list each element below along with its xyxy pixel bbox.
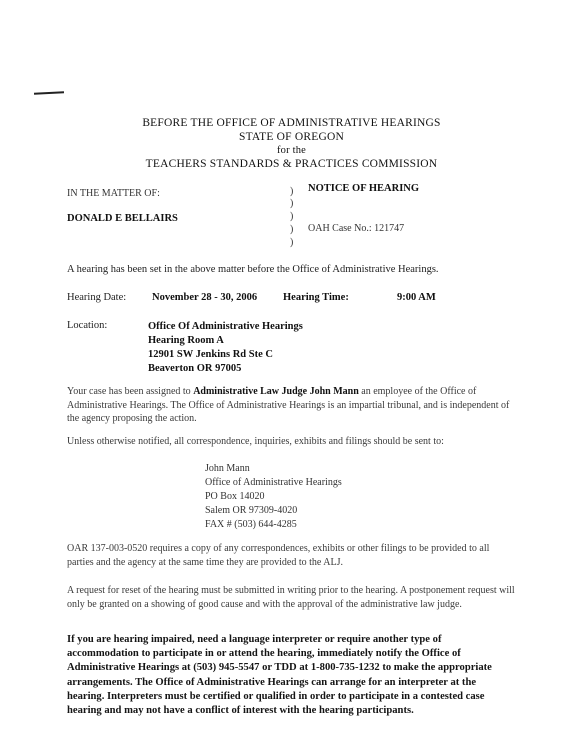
case-number-line [308, 223, 404, 234]
correspondence-intro: Unless otherwise notified, all correspondence, inquiries, exhibits and filings should be sent to: [67, 436, 444, 447]
assignment-pre: Your case has been assigned to [67, 386, 194, 397]
location-street: 12901 SW Jenkins Rd Ste C [148, 349, 273, 360]
oar-paragraph: OAR 137-003-0520 requires a copy of any correspondences, exhibits or other filings to be provided to all parties and the agency at the same time they are provided to the ALJ. [67, 543, 490, 568]
hearing-time-value: 9:00 AM [397, 292, 436, 303]
caption-paren: ) [290, 211, 294, 222]
matter-label: IN THE MATTER OF: [67, 188, 160, 199]
location-label: Location: [67, 320, 108, 331]
header-commission: TEACHERS STANDARDS & PRACTICES COMMISSION [145, 158, 438, 170]
address-name: John Mann [205, 463, 250, 474]
location-room: Hearing Room A [148, 335, 224, 346]
location-office: Office Of Administrative Hearings [148, 321, 303, 332]
address-pobox: PO Box 14020 [205, 491, 265, 502]
header-office: BEFORE THE OFFICE OF ADMINISTRATIVE HEARINGS [142, 117, 441, 129]
location-city: Beaverton OR 97005 [148, 363, 242, 374]
address-fax: FAX # (503) 644-4285 [205, 519, 297, 530]
hearing-date-label: Hearing Date: [67, 292, 127, 303]
address-city: Salem OR 97309-4020 [205, 505, 298, 516]
party-name: DONALD E BELLAIRS [67, 213, 178, 224]
case-number: 121747 [374, 223, 405, 234]
header-for: for the [276, 145, 307, 156]
case-label: OAH Case No.: [308, 223, 372, 234]
assignment-post: an employee of the Office of Administrative Hearings. The Office of Administrative Hearings is an impartial tribunal, and is independent of the agency proposing the action. [67, 386, 510, 424]
assignment-paragraph [67, 385, 517, 426]
pen-mark [34, 91, 64, 95]
address-office: Office of Administrative Hearings [205, 477, 342, 488]
intro-text: A hearing has been set in the above matter before the Office of Administrative Hearings. [67, 264, 439, 275]
caption-paren: ) [290, 186, 294, 197]
caption-paren: ) [290, 224, 294, 235]
reset-paragraph: A request for reset of the hearing must be submitted in writing prior to the hearing. A postponement request will only be granted on a showing of good cause and with the approval of the administrative law judge. [67, 585, 515, 610]
caption-paren: ) [290, 198, 294, 209]
judge-name: Administrative Law Judge John Mann [193, 386, 359, 397]
accommodation-paragraph: If you are hearing impaired, need a language interpreter or require another type of accommodation to participate in or attend the hearing, immediately notify the Office of Administrative Hearings at (503) 945-5547 or TDD at 1-800-735-1232 to make the appropriate arrangements. The Office of Administrative Hearings can arrange for an interpreter at the hearing. Interpreters must be certified or qualified in order to participate in a contested case hearing and may not have a conflict of interest with the hearing participants. [67, 634, 492, 717]
notice-title: NOTICE OF HEARING [308, 183, 420, 194]
hearing-date-value: November 28 - 30, 2006 [152, 292, 258, 303]
header-state: STATE OF OREGON [239, 131, 344, 143]
hearing-time-label: Hearing Time: [283, 292, 349, 303]
caption-paren: ) [290, 237, 294, 248]
